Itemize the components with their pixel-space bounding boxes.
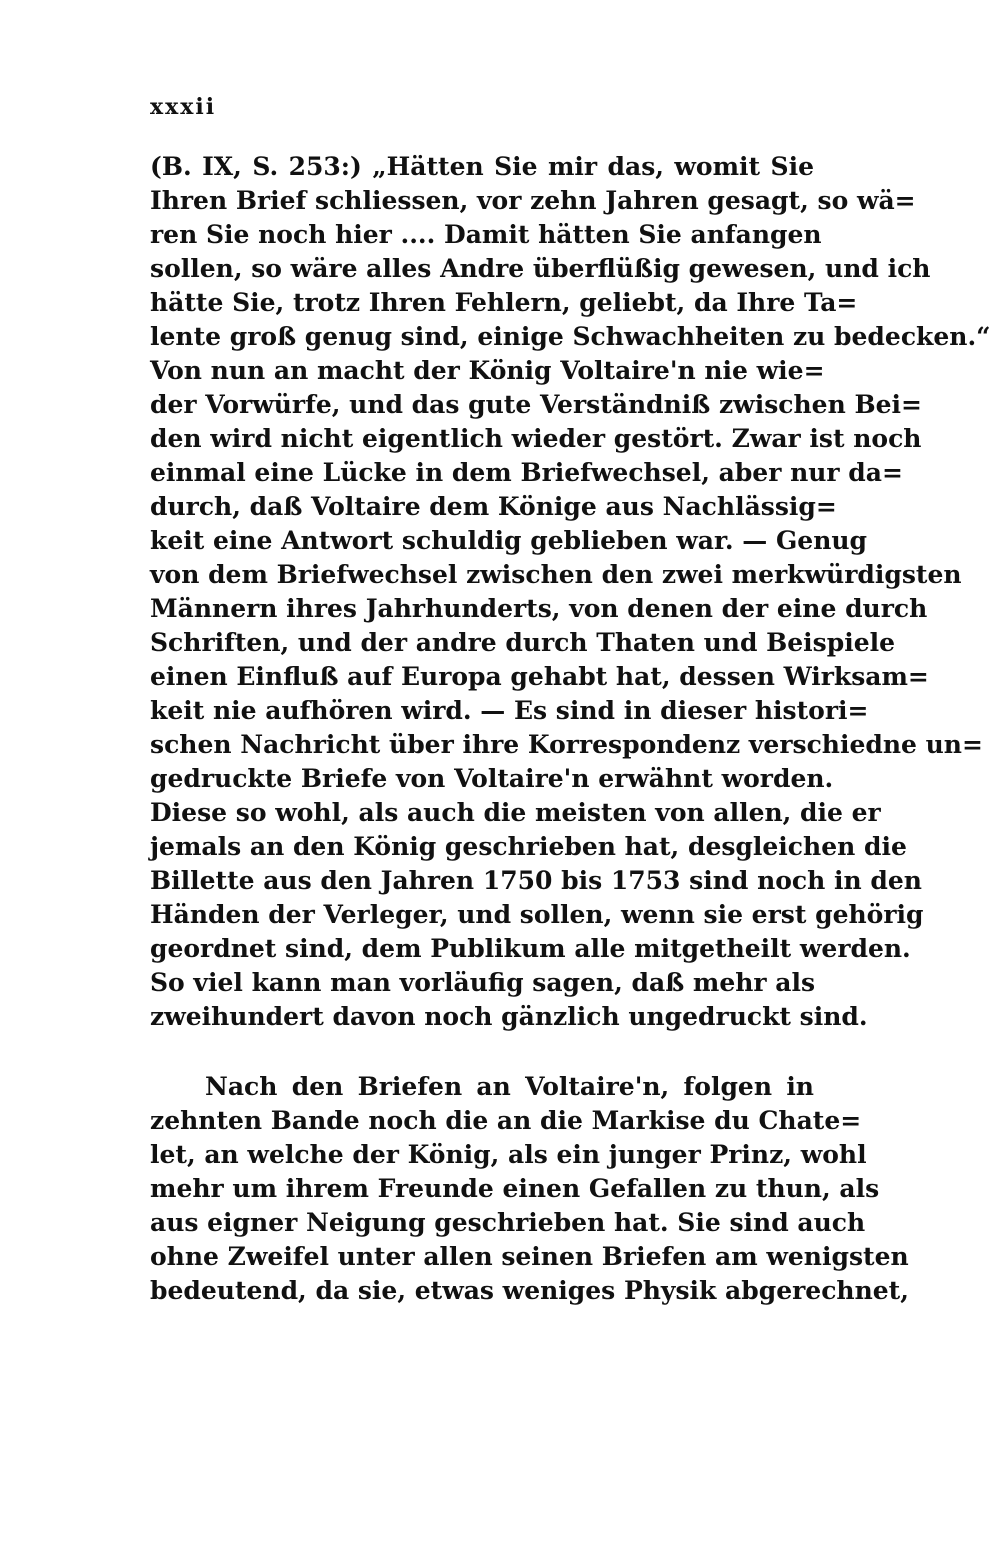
text-line: mehr um ihrem Freunde einen Gefallen zu thun, als <box>150 1174 880 1203</box>
text-line: zehnten Bande noch die an die Markise du Chate= <box>150 1106 862 1135</box>
text-line: geordnet sind, dem Publikum alle mitgetheilt werden. <box>150 934 911 963</box>
text-line: den wird nicht eigentlich wieder gestört. Zwar ist noch <box>150 424 922 453</box>
text-line: gedruckte Briefe von Voltaire'n erwähnt worden. <box>150 764 834 793</box>
text-line: Nach den Briefen an Voltaire'n, folgen in <box>205 1072 814 1101</box>
text-line: (B. IX, S. 253:) „Hätten Sie mir das, womit Sie <box>150 152 814 181</box>
text-line: Ihren Brief schliessen, vor zehn Jahren gesagt, so wä= <box>150 186 916 215</box>
text-line: ren Sie noch hier .... Damit hätten Sie anfangen <box>150 220 822 249</box>
text-line: keit eine Antwort schuldig geblieben war. — Genug <box>150 526 868 555</box>
text-line: let, an welche der König, als ein junger Prinz, wohl <box>150 1140 867 1169</box>
text-line: So viel kann man vorläufig sagen, daß mehr als <box>150 968 816 997</box>
page-number: xxxii <box>150 94 217 120</box>
text-line: keit nie aufhören wird. — Es sind in dieser histori= <box>150 696 869 725</box>
text-line: durch, daß Voltaire dem Könige aus Nachlässig= <box>150 492 837 521</box>
text-line: von dem Briefwechsel zwischen den zwei merkwürdigsten <box>150 560 962 589</box>
text-line: jemals an den König geschrieben hat, desgleichen die <box>150 832 907 861</box>
text-line: zweihundert davon noch gänzlich ungedruckt sind. <box>150 1002 868 1031</box>
text-line: ohne Zweifel unter allen seinen Briefen am wenigsten <box>150 1242 909 1271</box>
text-line: einmal eine Lücke in dem Briefwechsel, aber nur da= <box>150 458 903 487</box>
text-line: Schriften, und der andre durch Thaten und Beispiele <box>150 628 896 657</box>
text-line: bedeutend, da sie, etwas weniges Physik abgerechnet, <box>150 1276 909 1305</box>
text-line: Billette aus den Jahren 1750 bis 1753 sind noch in den <box>150 866 922 895</box>
text-line: Händen der Verleger, und sollen, wenn sie erst gehörig <box>150 900 924 929</box>
text-line: Männern ihres Jahrhunderts, von denen der eine durch <box>150 594 928 623</box>
text-line: hätte Sie, trotz Ihren Fehlern, geliebt, da Ihre Ta= <box>150 288 858 317</box>
text-line: Von nun an macht der König Voltaire'n nie wie= <box>150 356 825 385</box>
text-line: lente groß genug sind, einige Schwachheiten zu bedecken.“ <box>150 322 991 351</box>
text-line: schen Nachricht über ihre Korrespondenz verschiedne un= <box>150 730 983 759</box>
text-line: Diese so wohl, als auch die meisten von allen, die er <box>150 798 881 827</box>
text-line: aus eigner Neigung geschrieben hat. Sie sind auch <box>150 1208 866 1237</box>
text-line: sollen, so wäre alles Andre überflüßig gewesen, und ich <box>150 254 931 283</box>
text-line: einen Einfluß auf Europa gehabt hat, dessen Wirksam= <box>150 662 929 691</box>
text-line: der Vorwürfe, und das gute Verständniß zwischen Bei= <box>150 390 922 419</box>
